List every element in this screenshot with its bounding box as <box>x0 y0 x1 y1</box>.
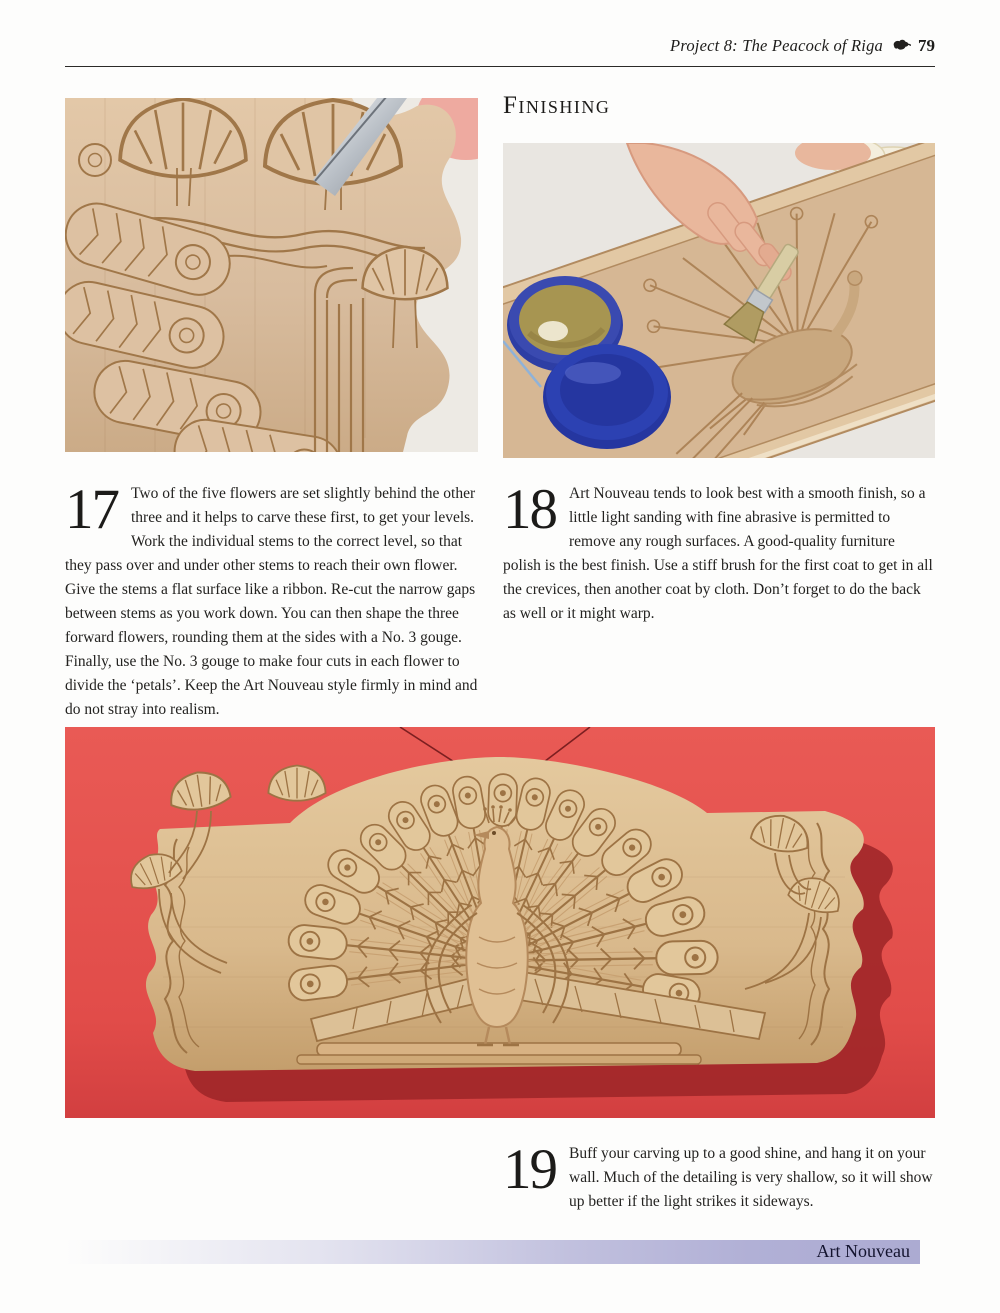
step-19-text: Buff your carving up to a good shine, and hang it on your wall. Much of the detailing is very shallow, so it will show up better if the light strikes it sideways. <box>569 1145 933 1210</box>
footer-tab-art-nouveau <box>65 1240 920 1264</box>
page-number: 79 <box>918 36 935 55</box>
running-head <box>65 36 935 57</box>
photo-polishing-with-brush <box>503 143 935 458</box>
photo-finished-peacock-panel <box>65 727 935 1118</box>
polish-tin-lid <box>543 344 671 449</box>
step-17 <box>65 478 478 722</box>
step-17-number: 17 <box>65 478 118 541</box>
step-17-text: Two of the five flowers are set slightly behind the other three and it helps to carve these first, to get your levels. Work the individual stems to the correct level, so that they pass over and under other stems to reach their own flower. Give the stems a flat surface like a ribbon. Re-cut the narrow gaps between stems as you work down. You can then shape the three forward flowers, rounding them at the sides with a No. 3 gouge. Finally, use the No. 3 gouge to make four cuts in each flower to divide the ‘petals’. Keep the Art Nouveau style firmly in mind and do not stray into realism. <box>65 485 478 718</box>
section-heading-finishing: Finishing <box>503 92 611 119</box>
fleuron-icon <box>892 37 911 57</box>
chapter-title: Project 8: The Peacock of Riga <box>670 36 883 55</box>
step-18-number: 18 <box>503 478 556 541</box>
step-18-text: Art Nouveau tends to look best with a smooth finish, so a little light sanding with fine abrasive is permitted to remove any rough surfaces. A good-quality furniture polish is the best finish. Use a stiff brush for the first coat to get in all the crevices, then another coat by cloth. Don’t forget to do the back as well or it might warp. <box>503 485 933 622</box>
header-rule <box>65 66 935 67</box>
step-18 <box>503 478 935 626</box>
photo-carving-flowers-closeup <box>65 98 478 452</box>
footer-label: Art Nouveau <box>816 1241 910 1261</box>
step-19 <box>503 1138 935 1214</box>
step-19-number: 19 <box>503 1138 556 1201</box>
